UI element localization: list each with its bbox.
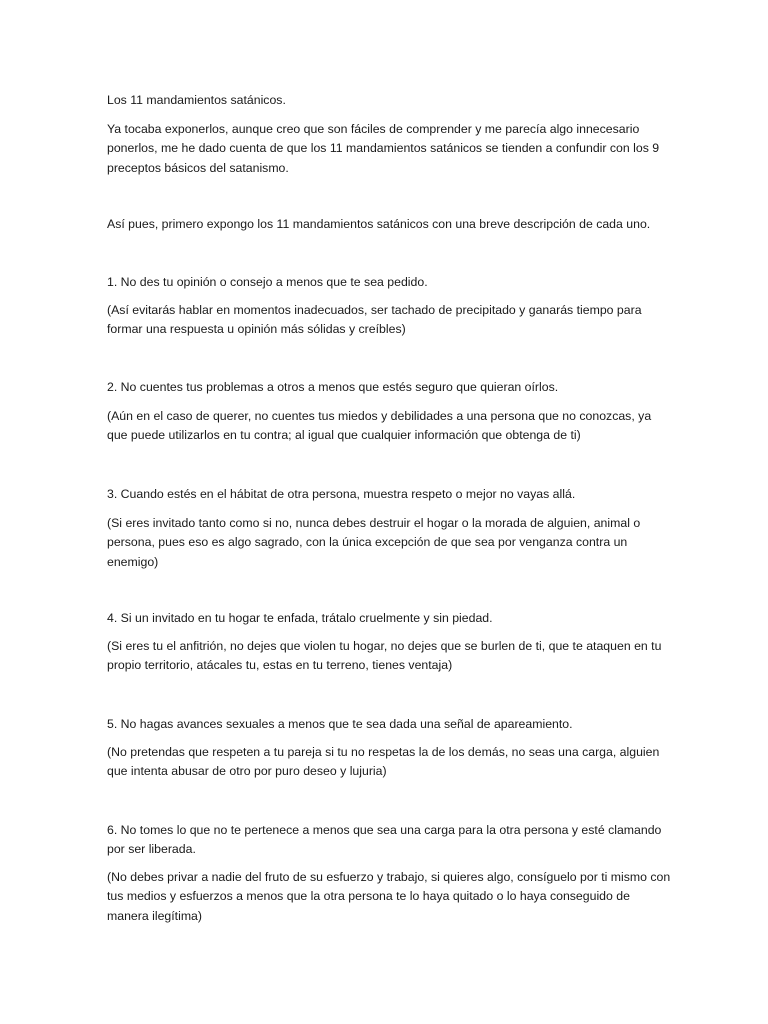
commandment-6-rule: 6. No tomes lo que no te pertenece a menos que sea una carga para la otra persona y esté clamando por ser liberada. [107, 823, 662, 857]
commandment-3-note: (Si eres invitado tanto como si no, nunca debes destruir el hogar o la morada de alguien, animal o persona, pues eso es algo sagrado, con la única excepción de que sea por venganza contra un enemigo) [107, 516, 641, 569]
commandment-1-rule: 1. No des tu opinión o consejo a menos que te sea pedido. [107, 275, 428, 289]
commandment-3-rule: 3. Cuando estés en el hábitat de otra persona, muestra respeto o mejor no vayas allá. [107, 487, 576, 501]
commandment-6-note: (No debes privar a nadie del fruto de su esfuerzo y trabajo, si quieres algo, consíguelo por ti mismo con tus medios y esfuerzos a menos que la otra persona te lo haya quitado o lo haya conseguido de manera ilegítima) [107, 870, 671, 923]
commandment-4-note: (Si eres tu el anfitrión, no dejes que violen tu hogar, no dejes que se burlen de ti, que te ataquen en tu propio territorio, atácales tu, estas en tu terreno, tienes ventaja) [107, 639, 662, 673]
commandment-2-rule: 2. No cuentes tus problemas a otros a menos que estés seguro que quieran oírlos. [107, 380, 559, 394]
lead-paragraph: Así pues, primero expongo los 11 mandamientos satánicos con una breve descripción de cada uno. [107, 217, 651, 231]
document-title: Los 11 mandamientos satánicos. [107, 93, 286, 107]
commandment-4-rule: 4. Si un invitado en tu hogar te enfada, trátalo cruelmente y sin piedad. [107, 611, 493, 625]
intro-paragraph: Ya tocaba exponerlos, aunque creo que son fáciles de comprender y me parecía algo innecesario ponerlos, me he dado cuenta de que los 11 mandamientos satánicos se tienden a confundir con los 9 preceptos básicos del satanismo. [107, 122, 660, 175]
commandment-5-note: (No pretendas que respeten a tu pareja si tu no respetas la de los demás, no seas una carga, alguien que intenta abusar de otro por puro deseo y lujuria) [107, 745, 660, 779]
commandment-2-note: (Aún en el caso de querer, no cuentes tus miedos y debilidades a una persona que no conozcas, ya que puede utilizarlos en tu contra; al igual que cualquier información que obtenga de ti) [107, 409, 652, 443]
commandment-5-rule: 5. No hagas avances sexuales a menos que te sea dada una señal de apareamiento. [107, 717, 573, 731]
commandment-1-note: (Así evitarás hablar en momentos inadecuados, ser tachado de precipitado y ganarás tiempo para formar una respuesta u opinión más sólidas y creíbles) [107, 303, 642, 337]
